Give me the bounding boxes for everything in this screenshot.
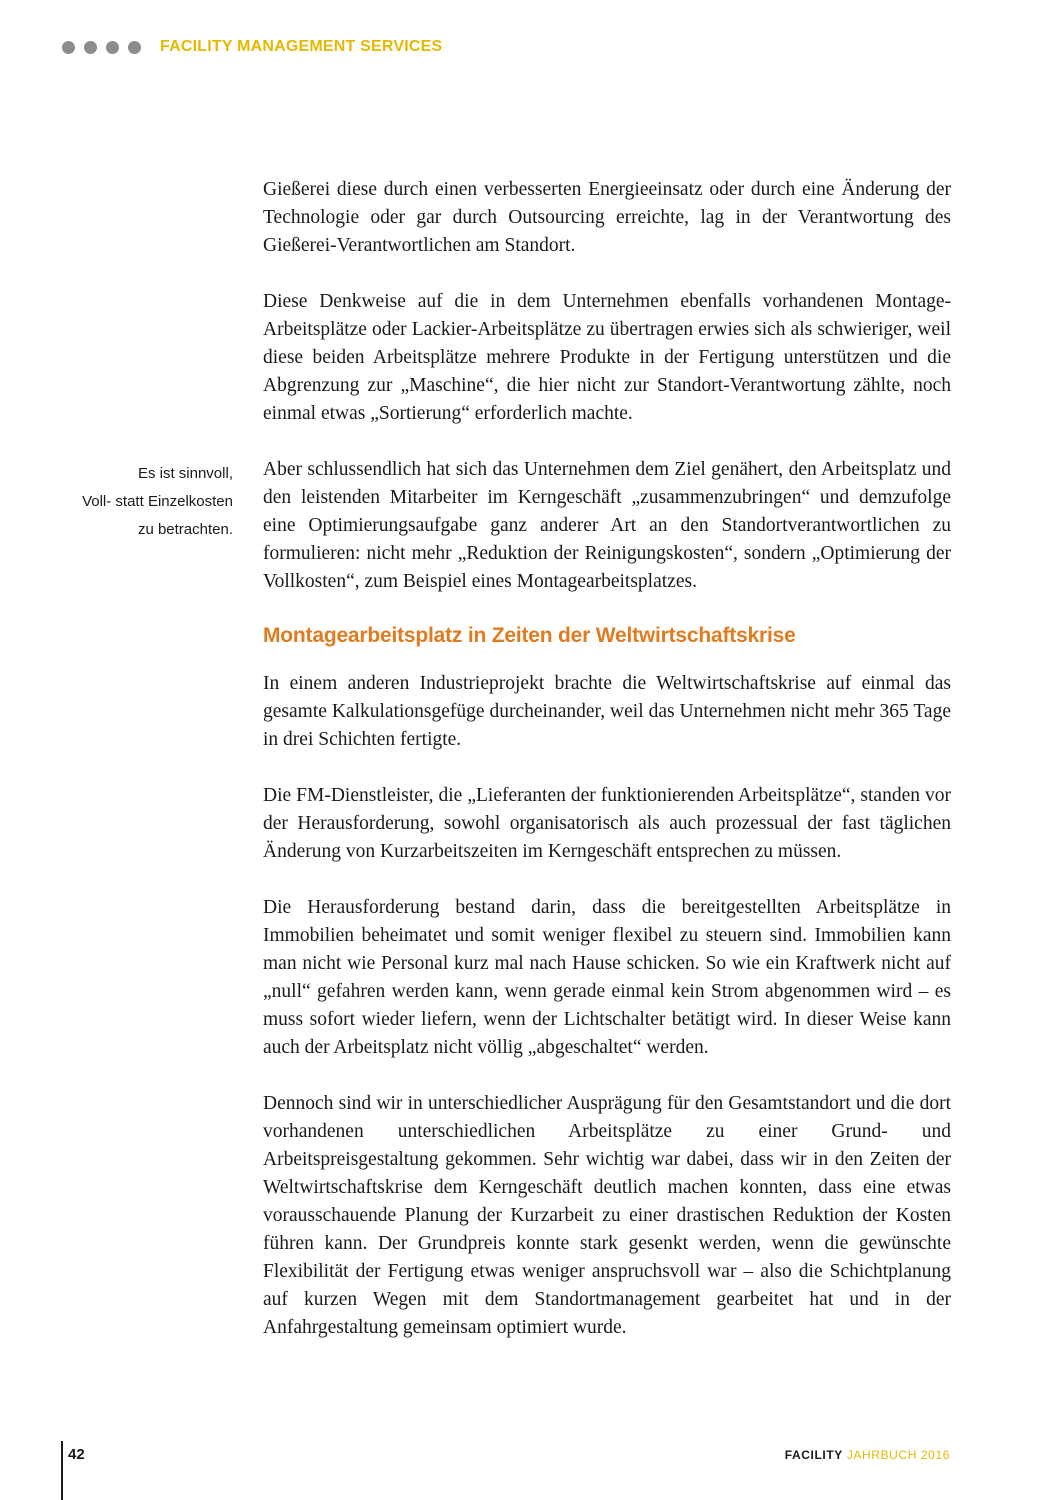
header-dots (62, 41, 150, 54)
body-paragraph: Dennoch sind wir in unterschiedlicher Ausprägung für den Gesamtstandort und die dort vorhandenen unterschiedlichen Arbeitsplätze zu einer Grund- und Arbeitspreisgestaltung gekommen. Sehr wichtig war dabei, dass wir in den Zeiten der Weltwirtschaftskrise dem Kerngeschäft deutlich machen konnten, dass eine etwas vorausschauende Planung der Kurzarbeit zu einer drastischen Reduktion der Kosten führen kann. Der Grundpreis konnte stark gesenkt werden, wenn die gewünschte Flexibilität der Fertigung etwas weniger anspruchsvoll war – also die Schichtplanung auf kurzen Wegen mit dem Standortmanagement gearbeitet hat und in der Anfahrgestaltung gemeinsam optimiert wurde. (263, 1093, 951, 1338)
body-paragraph: In einem anderen Industrieprojekt brachte die Weltwirtschaftskrise auf einmal das gesamte Kalkulationsgefüge durcheinander, weil das Unternehmen nicht mehr 365 Tage in drei Schichten fertigte. (263, 673, 951, 750)
footer-brand-light: JAHRBUCH 2016 (846, 1448, 950, 1462)
page-number: 42 (68, 1446, 85, 1463)
footer-rule (61, 1441, 63, 1500)
footer-brand-bold: FACILITY (784, 1448, 843, 1462)
bullet-dot-icon (128, 41, 141, 54)
bullet-dot-icon (106, 41, 119, 54)
body-paragraph: Gießerei diese durch einen verbesserten Energieeinsatz oder durch eine Änderung der Technologie oder gar durch Outsourcing erreichte, lag in der Verantwortung des Gießerei-Verantwortlichen am Standort. (263, 179, 951, 256)
body-paragraph: Die FM-Dienstleister, die „Lieferanten der funktionierenden Arbeitsplätze“, standen vor der Herausforderung, sowohl organisatorisch als auch prozessual der fast täglichen Änderung von Kurzarbeitszeiten im Kerngeschäft entsprechen zu müssen. (263, 785, 951, 862)
page-header (62, 38, 442, 56)
margin-note-line: Es ist sinnvoll, (137, 465, 233, 482)
body-paragraph: Diese Denkweise auf die in dem Unternehmen ebenfalls vorhandenen Montage-Arbeitsplätze oder Lackier-Arbeitsplätze zu übertragen erwies sich als schwieriger, weil diese beiden Arbeitsplätze mehrere Produkte in der Fertigung unterstützen und die Abgrenzung zur „Maschine“, die hier nicht zur Standort-Verantwortung zählte, noch einmal etwas „Sortierung“ erforderlich machte. (263, 291, 951, 424)
body-paragraph: Die Herausforderung bestand darin, dass die bereitgestellten Arbeitsplätze in Immobilien beheimatet und somit weniger flexibel zu steuern sind. Immobilien kann man nicht wie Personal kurz mal nach Hause schicken. So wie ein Kraftwerk nicht auf „null“ gefahren werden kann, wenn gerade einmal kein Strom abgenommen wird – es muss sofort wieder liefern, wenn der Lichtschalter betätigt wird. In dieser Weise kann auch der Arbeitsplatz nicht völlig „abgeschaltet“ werden. (263, 897, 951, 1058)
section-title: FACILITY MANAGEMENT SERVICES (160, 38, 443, 55)
margin-note (40, 460, 233, 544)
main-text-column (263, 176, 951, 1342)
margin-note-line: zu betrachten. (137, 521, 233, 538)
bullet-dot-icon (62, 41, 75, 54)
section-heading: Montagearbeitsplatz in Zeiten der Weltwirtschaftskrise (263, 624, 796, 647)
margin-note-line: Voll- statt Einzelkosten (82, 493, 233, 510)
footer-brand (785, 1448, 950, 1462)
bullet-dot-icon (84, 41, 97, 54)
body-paragraph: Aber schlussendlich hat sich das Unternehmen dem Ziel genähert, den Arbeitsplatz und den leistenden Mitarbeiter im Kerngeschäft „zusammenzubringen“ und demzufolge eine Optimierungsaufgabe ganz anderer Art an den Standortverantwortlichen zu formulieren: nicht mehr „Reduktion der Reinigungskosten“, sondern „Optimierung der Vollkosten“, zum Beispiel eines Montagearbeitsplatzes. (263, 459, 951, 592)
